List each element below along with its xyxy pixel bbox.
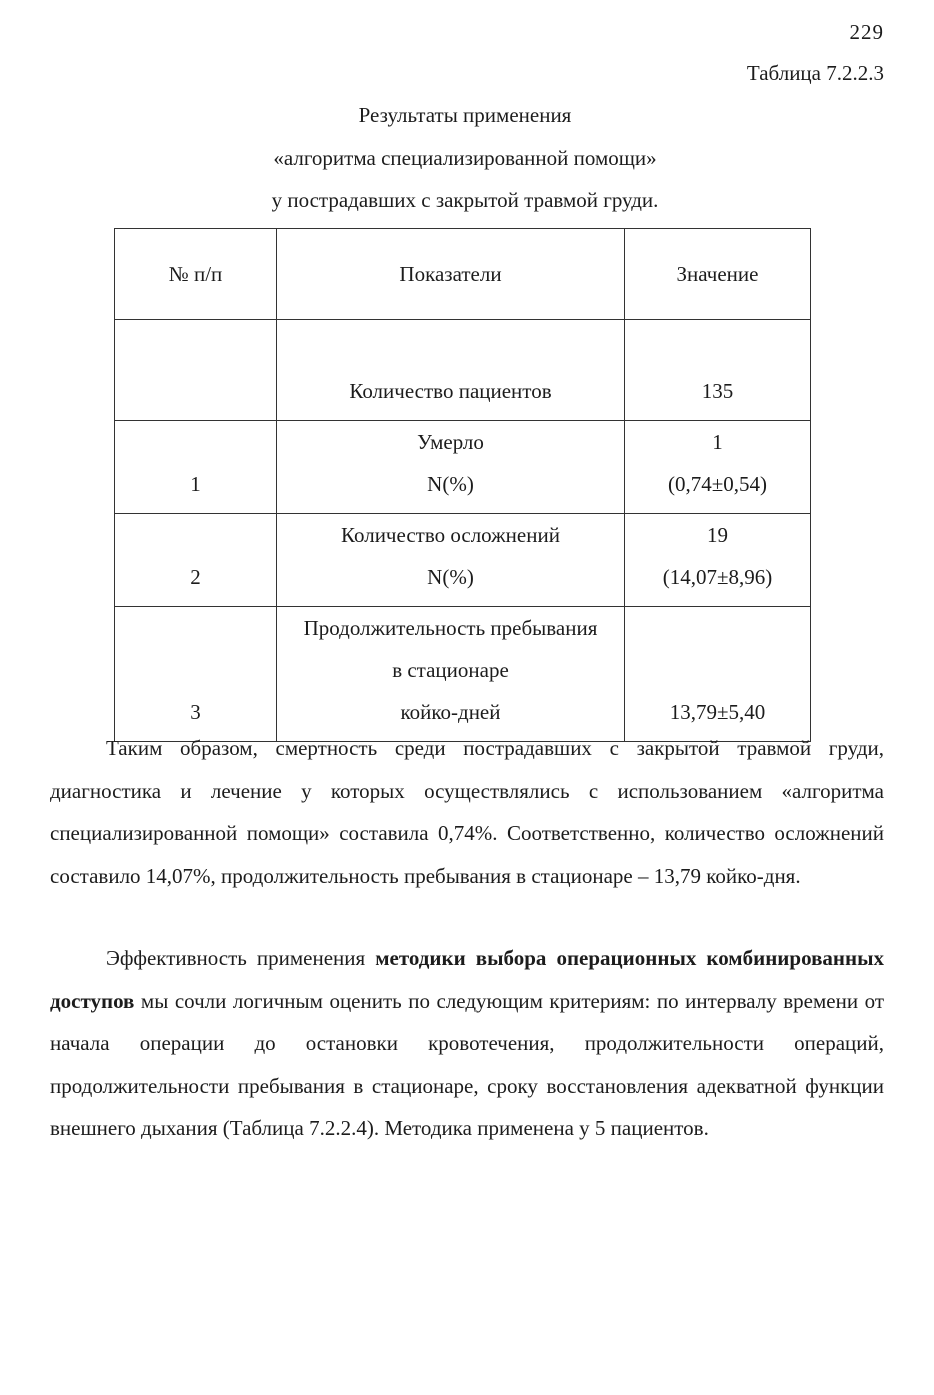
row-number: 1 — [115, 421, 277, 514]
row-value — [625, 514, 811, 607]
header-number: № п/п — [115, 229, 277, 320]
table-label: Таблица 7.2.2.3 — [746, 61, 884, 85]
row-value — [625, 320, 811, 421]
row-number: 2 — [115, 514, 277, 607]
indicator-line: Продолжительность пребывания — [303, 616, 598, 640]
value-line: 1 — [712, 430, 723, 454]
table-row — [115, 421, 811, 514]
header-indicator: Показатели — [277, 229, 625, 320]
row-indicator — [277, 607, 625, 742]
row-value — [625, 421, 811, 514]
row-indicator — [277, 421, 625, 514]
methodology-paragraph — [50, 937, 884, 1150]
table-row — [115, 514, 811, 607]
indicator-line: N(%) — [427, 472, 474, 496]
table-header-row — [115, 229, 811, 320]
indicator-line: Количество осложнений — [341, 523, 560, 547]
results-table — [114, 228, 811, 742]
page-number: 229 — [849, 20, 884, 44]
table-caption-line-2: «алгоритма специализированной помощи» — [273, 146, 657, 170]
value-line: (14,07±8,96) — [662, 565, 773, 589]
row-indicator — [277, 514, 625, 607]
table-row — [115, 607, 811, 742]
table-caption-line-1: Результаты применения — [358, 103, 572, 127]
table-caption-line-3: у пострадавших с закрытой травмой груди. — [271, 188, 659, 212]
methodology-intro: Эффективность применения — [106, 946, 366, 970]
indicator-line: Количество пациентов — [349, 379, 552, 403]
table-row — [115, 320, 811, 421]
value-line: 19 — [707, 523, 728, 547]
conclusion-paragraph — [50, 727, 884, 897]
methodology-bold-term: методики выбора операционных комбинированных доступов — [50, 946, 885, 1013]
value-line: 13,79±5,40 — [669, 700, 766, 724]
row-number: 3 — [115, 607, 277, 742]
indicator-line: койко-дней — [400, 700, 501, 724]
row-indicator — [277, 320, 625, 421]
row-number — [115, 320, 277, 421]
value-line: (0,74±0,54) — [667, 472, 767, 496]
value-line: 135 — [701, 379, 734, 403]
indicator-line: N(%) — [427, 565, 474, 589]
conclusion-text: Таким образом, смертность среди пострадавших с закрытой травмой груди, диагностика и лечение у которых осуществлялись с использованием «алгоритма специализированной помощи» составила 0,74%. Соответственно, количество осложнений составило 14,07%, продолжительность пребывания в стационаре – 13,79 койко-дня. — [50, 736, 884, 888]
methodology-rest: мы сочли логичным оценить по следующим критериям: по интервалу времени от начала операции до остановки кровотечения, продолжительности операций, продолжительности пребывания в стационаре, сроку восстановления адекватной функции внешнего дыхания (Таблица 7.2.2.4). Методика применена у 5 пациентов. — [50, 988, 884, 1140]
indicator-line: Умерло — [417, 430, 484, 454]
row-value — [625, 607, 811, 742]
indicator-line: в стационаре — [392, 658, 509, 682]
header-value: Значение — [625, 229, 811, 320]
